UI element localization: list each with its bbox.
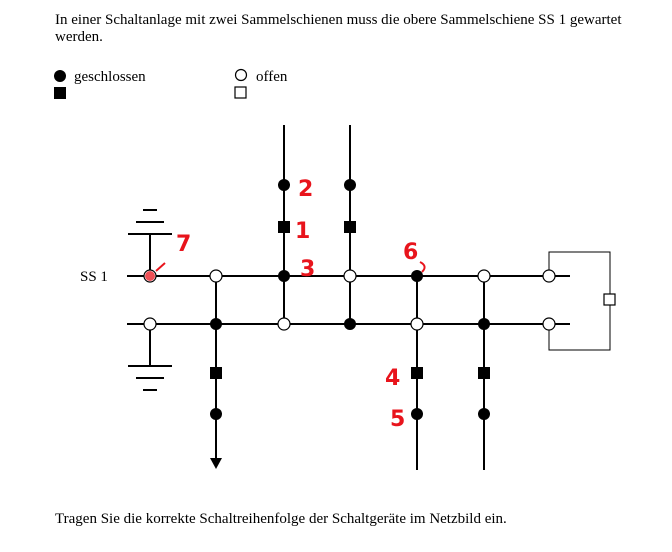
bus-coupler-disconnector-ss2 [543, 318, 555, 330]
legend-open-label: offen [256, 69, 288, 85]
annotation-6-hook [420, 262, 425, 272]
feeder-e-line-disconnector [478, 408, 490, 420]
feeder-b-disconnector-ss2 [278, 318, 290, 330]
legend-closed-label: geschlossen [74, 69, 146, 85]
bus-coupler-disconnector-ss1 [543, 270, 555, 282]
feeder-b-line-disconnector [278, 179, 290, 191]
feeder-a-disconnector-ss2 [210, 318, 222, 330]
legend-closed-square-icon [54, 87, 66, 99]
annotation-1: 1 [295, 219, 311, 244]
annotation-2: 2 [298, 177, 314, 202]
feeder-b-disconnector-ss1 [278, 270, 290, 282]
annotation-7-tick [156, 263, 165, 271]
annotation-6: 6 [403, 240, 419, 265]
annotation-7: 7 [176, 232, 192, 257]
feeder-a-line-disconnector [210, 408, 222, 420]
task-intro-text: In einer Schaltanlage mit zwei Sammelschienen muss die obere Sammelschiene SS 1 gewartet werden. [55, 12, 622, 45]
feeder-d-line-disconnector [411, 408, 423, 420]
feeder-a-breaker [210, 367, 222, 379]
feeder-a-arrow-icon [210, 458, 222, 469]
bus-coupler-line [549, 252, 610, 350]
annotation-5: 5 [390, 407, 406, 432]
feeder-e-disconnector-ss1 [478, 270, 490, 282]
feeder-e-disconnector-ss2 [478, 318, 490, 330]
feeder-b-breaker [278, 221, 290, 233]
legend-open-square-icon [235, 87, 246, 98]
bus-label-ss1: SS 1 [80, 269, 108, 285]
feeder-c-disconnector-ss2 [344, 318, 356, 330]
feeder-c-breaker [344, 221, 356, 233]
feeder-d-disconnector-ss2 [411, 318, 423, 330]
feeder-a-disconnector-ss1 [210, 270, 222, 282]
feeder-d-disconnector-ss1 [411, 270, 423, 282]
annotation-4: 4 [385, 366, 401, 391]
earth-ss1-marked [145, 271, 155, 281]
feeder-e-breaker [478, 367, 490, 379]
feeder-c-line-disconnector [344, 179, 356, 191]
feeder-c-disconnector-ss1 [344, 270, 356, 282]
earth-ss2-switch [144, 318, 156, 330]
task-footer-text: Tragen Sie die korrekte Schaltreihenfolge der Schaltgeräte im Netzbild ein. [55, 511, 507, 527]
bus-coupler-breaker [604, 294, 615, 305]
legend-open-circle-icon [236, 70, 247, 81]
feeder-d-breaker [411, 367, 423, 379]
annotation-3: 3 [300, 257, 316, 282]
legend-closed-circle-icon [54, 70, 66, 82]
